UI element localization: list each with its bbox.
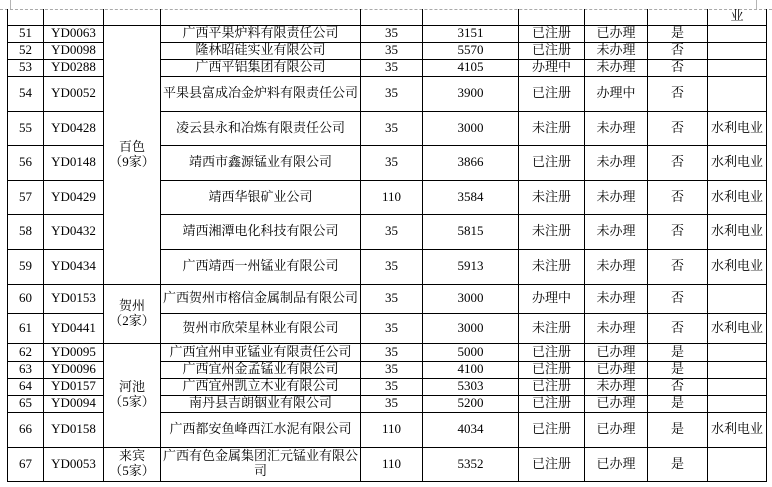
compliant-cell[interactable]: 是 [648, 412, 708, 447]
voltage-cell[interactable]: 35 [361, 249, 423, 284]
seq-cell[interactable]: 63 [8, 361, 44, 378]
region-city-label: 来宾 [118, 448, 145, 464]
grid-operator-cell[interactable] [708, 59, 767, 76]
code-cell[interactable]: YD0158 [44, 412, 104, 447]
registration-status-cell[interactable]: 已注册 [519, 378, 585, 395]
grid-operator-cell[interactable] [708, 395, 767, 412]
handling-status-cell[interactable]: 未办理 [585, 378, 648, 395]
registration-status-cell[interactable]: 已注册 [519, 42, 585, 59]
handling-status-cell[interactable]: 已办理 [585, 343, 648, 361]
compliant-cell[interactable]: 是 [648, 361, 708, 378]
compliant-cell[interactable] [648, 9, 708, 25]
code-cell[interactable]: YD0063 [44, 25, 104, 42]
handling-status-cell[interactable]: 未办理 [585, 59, 648, 76]
seq-cell[interactable]: 59 [8, 249, 44, 284]
registry-cell[interactable]: 3584 [423, 180, 519, 214]
code-cell[interactable]: YD0428 [44, 111, 104, 145]
compliant-cell[interactable]: 否 [648, 249, 708, 284]
code-cell[interactable]: YD0157 [44, 378, 104, 395]
handling-status-cell[interactable]: 未办理 [585, 111, 648, 145]
company-cell[interactable]: 广西平铝集团有限公司 [161, 59, 361, 76]
grid-operator-cell[interactable]: 水利电业 [708, 111, 767, 145]
handling-status-cell[interactable]: 未办理 [585, 145, 648, 180]
table-row [8, 447, 767, 481]
code-cell[interactable] [44, 9, 104, 25]
region-cell[interactable] [104, 9, 161, 25]
voltage-cell[interactable]: 35 [361, 284, 423, 313]
voltage-cell[interactable]: 110 [361, 180, 423, 214]
grid-operator-cell[interactable]: 水利电业 [708, 412, 767, 447]
table-row [8, 25, 767, 42]
registry-cell[interactable]: 5200 [423, 395, 519, 412]
handling-status-cell[interactable]: 未办理 [585, 214, 648, 249]
company-cell[interactable]: 南丹县吉朗铟业有限公司 [161, 395, 361, 412]
compliant-cell[interactable]: 是 [648, 447, 708, 481]
company-cell[interactable]: 凌云县永和冶炼有限责任公司 [161, 111, 361, 145]
handling-status-cell[interactable]: 已办理 [585, 447, 648, 481]
voltage-cell[interactable]: 35 [361, 343, 423, 361]
registration-status-cell[interactable]: 已注册 [519, 447, 585, 481]
handling-status-cell[interactable]: 已办理 [585, 412, 648, 447]
code-cell[interactable]: YD0434 [44, 249, 104, 284]
region-cell[interactable] [104, 343, 161, 447]
voltage-cell[interactable]: 35 [361, 111, 423, 145]
registration-status-cell[interactable] [519, 9, 585, 25]
registry-cell[interactable]: 3000 [423, 284, 519, 313]
registry-cell[interactable]: 5352 [423, 447, 519, 481]
compliant-cell[interactable]: 否 [648, 42, 708, 59]
compliant-cell[interactable]: 否 [648, 145, 708, 180]
compliant-cell[interactable]: 否 [648, 378, 708, 395]
handling-status-cell[interactable]: 未办理 [585, 42, 648, 59]
registration-status-cell[interactable]: 已注册 [519, 361, 585, 378]
compliant-cell[interactable]: 否 [648, 76, 708, 111]
voltage-cell[interactable] [361, 9, 423, 25]
region-count-label: （2家） [109, 312, 155, 328]
code-cell[interactable]: YD0288 [44, 59, 104, 76]
handling-status-cell[interactable]: 未办理 [585, 249, 648, 284]
registry-cell[interactable]: 5570 [423, 42, 519, 59]
company-cell[interactable] [161, 9, 361, 25]
registration-status-cell[interactable]: 未注册 [519, 180, 585, 214]
registry-cell[interactable]: 5913 [423, 249, 519, 284]
registry-cell[interactable] [423, 9, 519, 25]
region-city-label: 百色 [118, 138, 145, 154]
grid-operator-cell[interactable]: 水利电业 [708, 145, 767, 180]
company-cell[interactable]: 广西宜州凯立木业有限公司 [161, 378, 361, 395]
grid-operator-cell[interactable] [708, 42, 767, 59]
company-cell[interactable]: 平果县富成冶金炉料有限责任公司 [161, 76, 361, 111]
registry-cell[interactable]: 4100 [423, 361, 519, 378]
compliant-cell[interactable]: 是 [648, 25, 708, 42]
compliant-cell[interactable]: 是 [648, 395, 708, 412]
registration-status-cell[interactable]: 办理中 [519, 59, 585, 76]
registry-cell[interactable]: 3900 [423, 76, 519, 111]
registry-cell[interactable]: 5303 [423, 378, 519, 395]
voltage-cell[interactable]: 110 [361, 447, 423, 481]
grid-operator-cell[interactable]: 水利电业 [708, 313, 767, 343]
registration-status-cell[interactable]: 已注册 [519, 145, 585, 180]
registration-status-cell[interactable]: 已注册 [519, 25, 585, 42]
grid-operator-cell[interactable] [708, 378, 767, 395]
code-cell[interactable]: YD0053 [44, 447, 104, 481]
seq-cell[interactable]: 55 [8, 111, 44, 145]
company-cell[interactable]: 靖西市鑫源锰业有限公司 [161, 145, 361, 180]
data-table [7, 9, 767, 482]
grid-operator-cell[interactable] [708, 343, 767, 361]
registry-cell[interactable]: 3866 [423, 145, 519, 180]
handling-status-cell[interactable]: 未办理 [585, 284, 648, 313]
handling-status-cell[interactable]: 未办理 [585, 313, 648, 343]
handling-status-cell[interactable]: 已办理 [585, 25, 648, 42]
registry-cell[interactable]: 3151 [423, 25, 519, 42]
registration-status-cell[interactable]: 已注册 [519, 343, 585, 361]
seq-cell[interactable]: 51 [8, 25, 44, 42]
company-cell[interactable]: 贺州市欣荣星林业有限公司 [161, 313, 361, 343]
region-cell[interactable] [104, 25, 161, 284]
handling-status-cell[interactable] [585, 9, 648, 25]
seq-cell[interactable]: 61 [8, 313, 44, 343]
voltage-cell[interactable]: 110 [361, 412, 423, 447]
voltage-cell[interactable]: 35 [361, 395, 423, 412]
registry-cell[interactable]: 3000 [423, 111, 519, 145]
page-break-tick [10, 0, 11, 9]
registration-status-cell[interactable]: 办理中 [519, 284, 585, 313]
seq-cell[interactable]: 53 [8, 59, 44, 76]
code-cell[interactable]: YD0148 [44, 145, 104, 180]
seq-cell[interactable]: 67 [8, 447, 44, 481]
seq-cell[interactable]: 64 [8, 378, 44, 395]
seq-cell[interactable]: 66 [8, 412, 44, 447]
compliant-cell[interactable]: 否 [648, 111, 708, 145]
handling-status-cell[interactable]: 办理中 [585, 76, 648, 111]
code-cell[interactable]: YD0098 [44, 42, 104, 59]
table-row [8, 343, 767, 361]
code-cell[interactable]: YD0432 [44, 214, 104, 249]
region-count-label: （5家） [109, 463, 155, 478]
seq-cell[interactable]: 65 [8, 395, 44, 412]
grid-operator-cell[interactable] [708, 284, 767, 313]
voltage-cell[interactable]: 35 [361, 378, 423, 395]
region-city-label: 贺州 [118, 297, 145, 313]
code-cell[interactable]: YD0094 [44, 395, 104, 412]
registration-status-cell[interactable]: 未注册 [519, 313, 585, 343]
registry-cell[interactable]: 5000 [423, 343, 519, 361]
grid-operator-cell[interactable] [708, 76, 767, 111]
company-cell[interactable]: 广西都安鱼峰西江水泥有限公司 [161, 412, 361, 447]
code-cell[interactable]: YD0441 [44, 313, 104, 343]
code-cell[interactable]: YD0096 [44, 361, 104, 378]
table-row-partial [8, 9, 767, 25]
registry-cell[interactable]: 4034 [423, 412, 519, 447]
code-cell[interactable]: YD0095 [44, 343, 104, 361]
seq-cell[interactable]: 57 [8, 180, 44, 214]
company-cell[interactable]: 广西宜州申亚锰业有限责任公司 [161, 343, 361, 361]
voltage-cell[interactable]: 35 [361, 25, 423, 42]
voltage-cell[interactable]: 35 [361, 313, 423, 343]
company-cell[interactable]: 隆林昭硅实业有限公司 [161, 42, 361, 59]
company-cell[interactable]: 广西有色金属集团汇元锰业有限公司 [161, 447, 361, 481]
grid-operator-cell[interactable]: 水利电业 [708, 180, 767, 214]
code-cell[interactable]: YD0052 [44, 76, 104, 111]
company-cell[interactable]: 靖西华银矿业公司 [161, 180, 361, 214]
registry-cell[interactable]: 4105 [423, 59, 519, 76]
voltage-cell[interactable]: 35 [361, 214, 423, 249]
company-cell[interactable]: 靖西湘潭电化科技有限公司 [161, 214, 361, 249]
handling-status-cell[interactable]: 未办理 [585, 180, 648, 214]
grid-operator-cell[interactable]: 业 [708, 9, 767, 25]
registration-status-cell[interactable]: 未注册 [519, 214, 585, 249]
handling-status-cell[interactable]: 已办理 [585, 395, 648, 412]
voltage-cell[interactable]: 35 [361, 59, 423, 76]
grid-operator-cell[interactable] [708, 361, 767, 378]
seq-cell[interactable]: 60 [8, 284, 44, 313]
page-break-tick [756, 0, 757, 9]
region-cell[interactable] [104, 284, 161, 343]
company-cell[interactable]: 广西靖西一州锰业有限公司 [161, 249, 361, 284]
table-row [8, 284, 767, 313]
compliant-cell[interactable]: 否 [648, 214, 708, 249]
grid-operator-cell[interactable]: 水利电业 [708, 214, 767, 249]
seq-cell[interactable]: 62 [8, 343, 44, 361]
grid-operator-cell[interactable] [708, 25, 767, 42]
region-city-label: 河池 [118, 379, 145, 395]
region-count-label: （5家） [109, 394, 155, 409]
registration-status-cell[interactable]: 未注册 [519, 111, 585, 145]
company-cell[interactable]: 广西宜州金孟锰业有限公司 [161, 361, 361, 378]
seq-cell[interactable]: 52 [8, 42, 44, 59]
company-cell[interactable]: 广西平果炉料有限责任公司 [161, 25, 361, 42]
seq-cell[interactable]: 56 [8, 145, 44, 180]
handling-status-cell[interactable]: 已办理 [585, 361, 648, 378]
compliant-cell[interactable]: 否 [648, 180, 708, 214]
seq-cell[interactable]: 54 [8, 76, 44, 111]
registration-status-cell[interactable]: 已注册 [519, 412, 585, 447]
code-cell[interactable]: YD0429 [44, 180, 104, 214]
compliant-cell[interactable]: 否 [648, 59, 708, 76]
compliant-cell[interactable]: 否 [648, 313, 708, 343]
seq-cell[interactable] [8, 9, 44, 25]
registration-status-cell[interactable]: 未注册 [519, 249, 585, 284]
voltage-cell[interactable]: 35 [361, 76, 423, 111]
registry-cell[interactable]: 3000 [423, 313, 519, 343]
compliant-cell[interactable]: 是 [648, 343, 708, 361]
voltage-cell[interactable]: 35 [361, 145, 423, 180]
grid-operator-cell[interactable]: 水利电业 [708, 249, 767, 284]
grid-operator-cell[interactable] [708, 447, 767, 481]
compliant-cell[interactable]: 否 [648, 284, 708, 313]
registry-cell[interactable]: 5815 [423, 214, 519, 249]
company-cell[interactable]: 广西贺州市榕信金属制品有限公司 [161, 284, 361, 313]
voltage-cell[interactable]: 35 [361, 361, 423, 378]
region-count-label: （9家） [109, 153, 155, 169]
registration-status-cell[interactable]: 已注册 [519, 395, 585, 412]
voltage-cell[interactable]: 35 [361, 42, 423, 59]
region-cell[interactable] [104, 447, 161, 481]
seq-cell[interactable]: 58 [8, 214, 44, 249]
code-cell[interactable]: YD0153 [44, 284, 104, 313]
registration-status-cell[interactable]: 已注册 [519, 76, 585, 111]
